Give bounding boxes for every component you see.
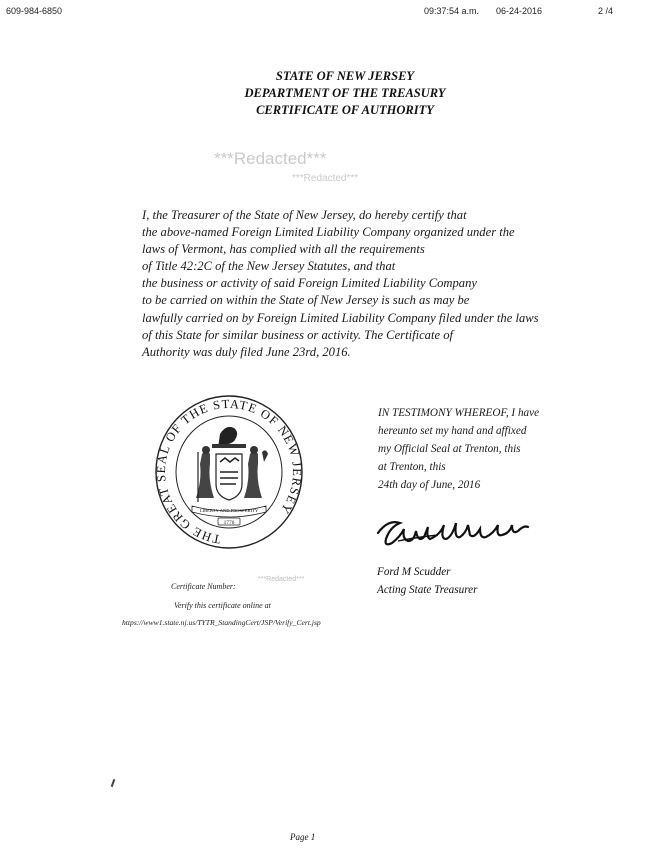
- body-line: Authority was duly filed June 23rd, 2016.: [142, 344, 351, 359]
- seal-ring-path: THE GREAT SEAL OF THE STATE OF NEW JERSEY: [154, 396, 304, 547]
- fax-phone-number: 609-984-6850: [6, 6, 63, 16]
- fax-date: 06-24-2016: [496, 6, 543, 16]
- title-department: DEPARTMENT OF THE TREASURY: [244, 86, 446, 100]
- fax-time: 09:37:54 a.m.: [424, 6, 480, 16]
- fax-page-count: 2 /4: [598, 6, 614, 16]
- signer-block: [377, 563, 477, 599]
- scan-artifact-mark: [111, 779, 116, 787]
- seal-motto: LIBERTY AND PROSPERITY: [199, 508, 259, 513]
- certificate-number-label: Certificate Number:: [171, 582, 236, 591]
- testimony-line: at Trenton, this: [378, 461, 446, 473]
- signer-name: Ford M Scudder: [377, 566, 451, 578]
- certificate-number-redacted: ***Redacted***: [258, 576, 305, 583]
- verify-url-link[interactable]: https://www1.state.nj.us/TYTR_StandingCert/JSP/Verify_Cert.jsp: [122, 618, 321, 627]
- body-line: of this State for similar business or activity. The Certificate of: [142, 327, 453, 342]
- body-line: the business or activity of said Foreign Limited Liability Company: [142, 276, 477, 291]
- title-certificate: CERTIFICATE OF AUTHORITY: [256, 103, 434, 117]
- testimony-line: IN TESTIMONY WHEREOF, I have: [378, 407, 540, 419]
- fax-header: [0, 6, 658, 20]
- page-number: Page 1: [290, 832, 316, 842]
- state-seal-icon: [154, 394, 304, 554]
- verify-instructions: Verify this certificate online at: [174, 601, 271, 610]
- handwritten-signature: [372, 511, 548, 553]
- body-line: lawfully carried on by Foreign Limited Liability Company filed under the laws: [142, 310, 539, 325]
- redacted-entity-name: ***Redacted***: [214, 149, 327, 168]
- signer-title: Acting State Treasurer: [377, 584, 478, 596]
- body-line: laws of Vermont, has complied with all the requirements: [142, 242, 425, 257]
- body-line: to be carried on within the State of New Jersey is such as may be: [142, 293, 470, 308]
- testimony-line: my Official Seal at Trenton, this: [378, 443, 521, 455]
- testimony-block: [378, 404, 578, 494]
- body-line: the above-named Foreign Limited Liability Company organized under the: [142, 225, 515, 240]
- seal-year: 1776: [223, 520, 235, 526]
- redacted-entity-number: ***Redacted***: [292, 173, 359, 184]
- title-state: STATE OF NEW JERSEY: [275, 69, 415, 83]
- body-line: I, the Treasurer of the State of New Jersey, do hereby certify that: [142, 208, 467, 222]
- document-title: [200, 68, 490, 119]
- certification-body: [142, 207, 562, 361]
- testimony-line: 24th day of June, 2016: [378, 479, 481, 491]
- body-line: of Title 42:2C of the New Jersey Statutes, and that: [142, 259, 396, 274]
- testimony-line: hereunto set my hand and affixed: [378, 425, 527, 437]
